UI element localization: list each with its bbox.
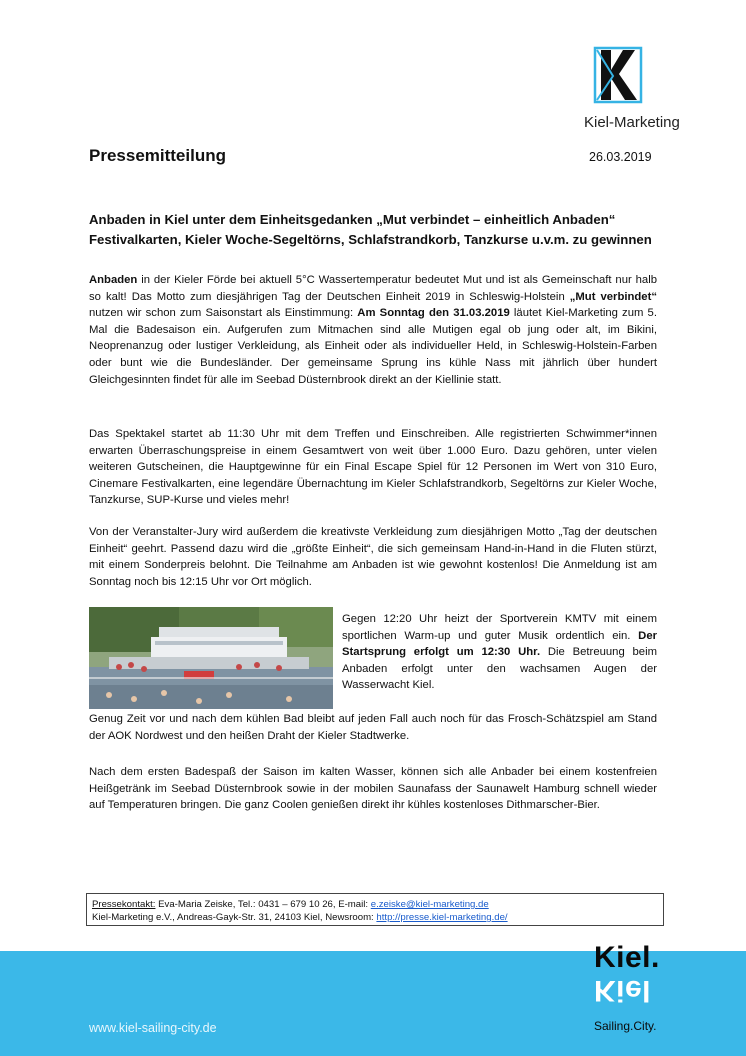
logo-word-kiel-mirrored: Kiel [594, 974, 652, 1007]
text: Gegen 12:20 Uhr heizt der Sportverein KMTV mit einem sportlichen Warm-up und guter Musik ordentlich ein. [342, 613, 657, 642]
brand-name: Kiel-Marketing [584, 114, 680, 131]
logo-tagline: Sailing.City. [594, 1019, 657, 1033]
email-link[interactable]: e.zeiske@kiel-marketing.de [370, 899, 489, 910]
kiel-k-logo-icon [593, 46, 643, 104]
text: Die Betreuung beim Anbaden erfolgt unter den wachsamen Augen der Wasserwacht Kiel. [342, 646, 657, 692]
text-bold: Am Sonntag den 31.03.2019 [357, 307, 510, 320]
paragraph-warmup [342, 611, 657, 694]
text-bold: Der Startsprung erfolgt um 12:30 Uhr. [342, 629, 657, 659]
text: nutzen wir schon zum Saisonstart als Einstimmung: [89, 307, 358, 320]
contact-label: Pressekontakt: [92, 899, 156, 910]
text: läutet Kiel-Marketing zum 5. Mal die Badesaison ein. Aufgerufen zum Mitmachen sind alle Mutigen egal ob jung oder alt, im Bikini, Neoprenanzug oder lustiger Verkleidung, als Einheit oder als individueller Held, in Schleswig-Holstein-Farben oder bunt wie die Bundesländer. Der gemeinsame Sprung ins kühle Nass mit jährlich über hundert Gleichgesinnten findet für alle im Seebad Düsternbrook direkt an der Kiellinie statt. [89, 307, 657, 386]
paragraph-games: Genug Zeit vor und nach dem kühlen Bad bleibt auf jeden Fall auch noch für das Frosch-Schätzspiel am Stand der AOK Nordwest und den heißen Draht der Kieler Stadtwerke. [89, 713, 657, 742]
address-text: Kiel-Marketing e.V., Andreas-Gayk-Str. 31, 24103 Kiel, Newsroom: [92, 912, 377, 923]
text-bold: Anbaden [89, 274, 138, 286]
text-bold: „Mut verbindet“ [569, 290, 657, 303]
contact-line-1 [92, 898, 658, 911]
logo-word-kiel: Kiel. [594, 941, 660, 974]
page-title: Pressemitteilung [89, 146, 226, 165]
press-contact-box [86, 893, 664, 926]
text: in der Kieler Förde bei aktuell 5°C Wassertemperatur bedeutet Mut und ist als Gemeinschaft nur halb so kalt! Das Motto zum diesjährigen Tag der Deutschen Einheit 2019 in Schleswig-Holstein [89, 274, 657, 303]
contact-line-2 [92, 911, 658, 924]
newsroom-link[interactable]: http://presse.kiel-marketing.de/ [376, 912, 508, 923]
paragraph-after: Nach dem ersten Badespaß der Saison im kalten Wasser, können sich alle Anbader bei einem kostenfreien Heißgetränk im Seebad Düsternbrook sowie in der mobilen Saunafass der Saunawelt Hamburg schnell wieder auf Temperaturen bringen. Die ganz Coolen genießen direkt ihr kühles kostenloses Dithmarscher-Bier. [89, 766, 657, 812]
kiel-sailing-city-logo [590, 943, 680, 1038]
headline [89, 210, 679, 249]
photo-anbaden-image [89, 607, 333, 709]
event-photo [89, 607, 333, 709]
contact-text: Eva-Maria Zeiske, Tel.: 0431 – 679 10 26, E-mail: [155, 899, 371, 910]
kiel-marketing-logo [580, 46, 680, 136]
press-date: 26.03.2019 [589, 150, 652, 164]
paragraph-jury: Von der Veranstalter-Jury wird außerdem die kreativste Verkleidung zum diesjährigen Motto „Tag der deutschen Einheit“ geehrt. Passend dazu wird die „größte Einheit“, die sich gemeinsam Hand-in-Hand in die Fluten stürzt, mit einem Sonderpreis belohnt. Die Teilnahme am Anbaden ist wie gewohnt kostenlos! Die Anmeldung ist am Sonntag noch bis 12:15 Uhr vor Ort möglich. [89, 526, 657, 588]
paragraph-intro [89, 272, 657, 388]
footer-website[interactable]: www.kiel-sailing-city.de [89, 1021, 217, 1035]
paragraph-schedule: Das Spektakel startet ab 11:30 Uhr mit dem Treffen und Einschreiben. Alle registrierten Schwimmer*innen erwarten Überraschungspreise in einem Gesamtwert von weit über 1.000 Euro. Dazu gehören, unter vielen weiteren Gutscheinen, die Hauptgewinne für ein Final Escape Spiel für 12 Personen im Wert von 310 Euro, Cinemare Festivalkarten, eine legendäre Übernachtung im Kieler Schlafstrandkorb, Segeltörns zur Kieler Woche, Tanzkurse, SUP-Kurse und vieles mehr! [89, 428, 657, 507]
headline-line-1: Anbaden in Kiel unter dem Einheitsgedanken „Mut verbindet – einheitlich Anbaden“ [89, 212, 616, 227]
headline-line-2: Festivalkarten, Kieler Woche-Segeltörns, Schlafstrandkorb, Tanzkurse u.v.m. zu gewinnen [89, 231, 652, 247]
